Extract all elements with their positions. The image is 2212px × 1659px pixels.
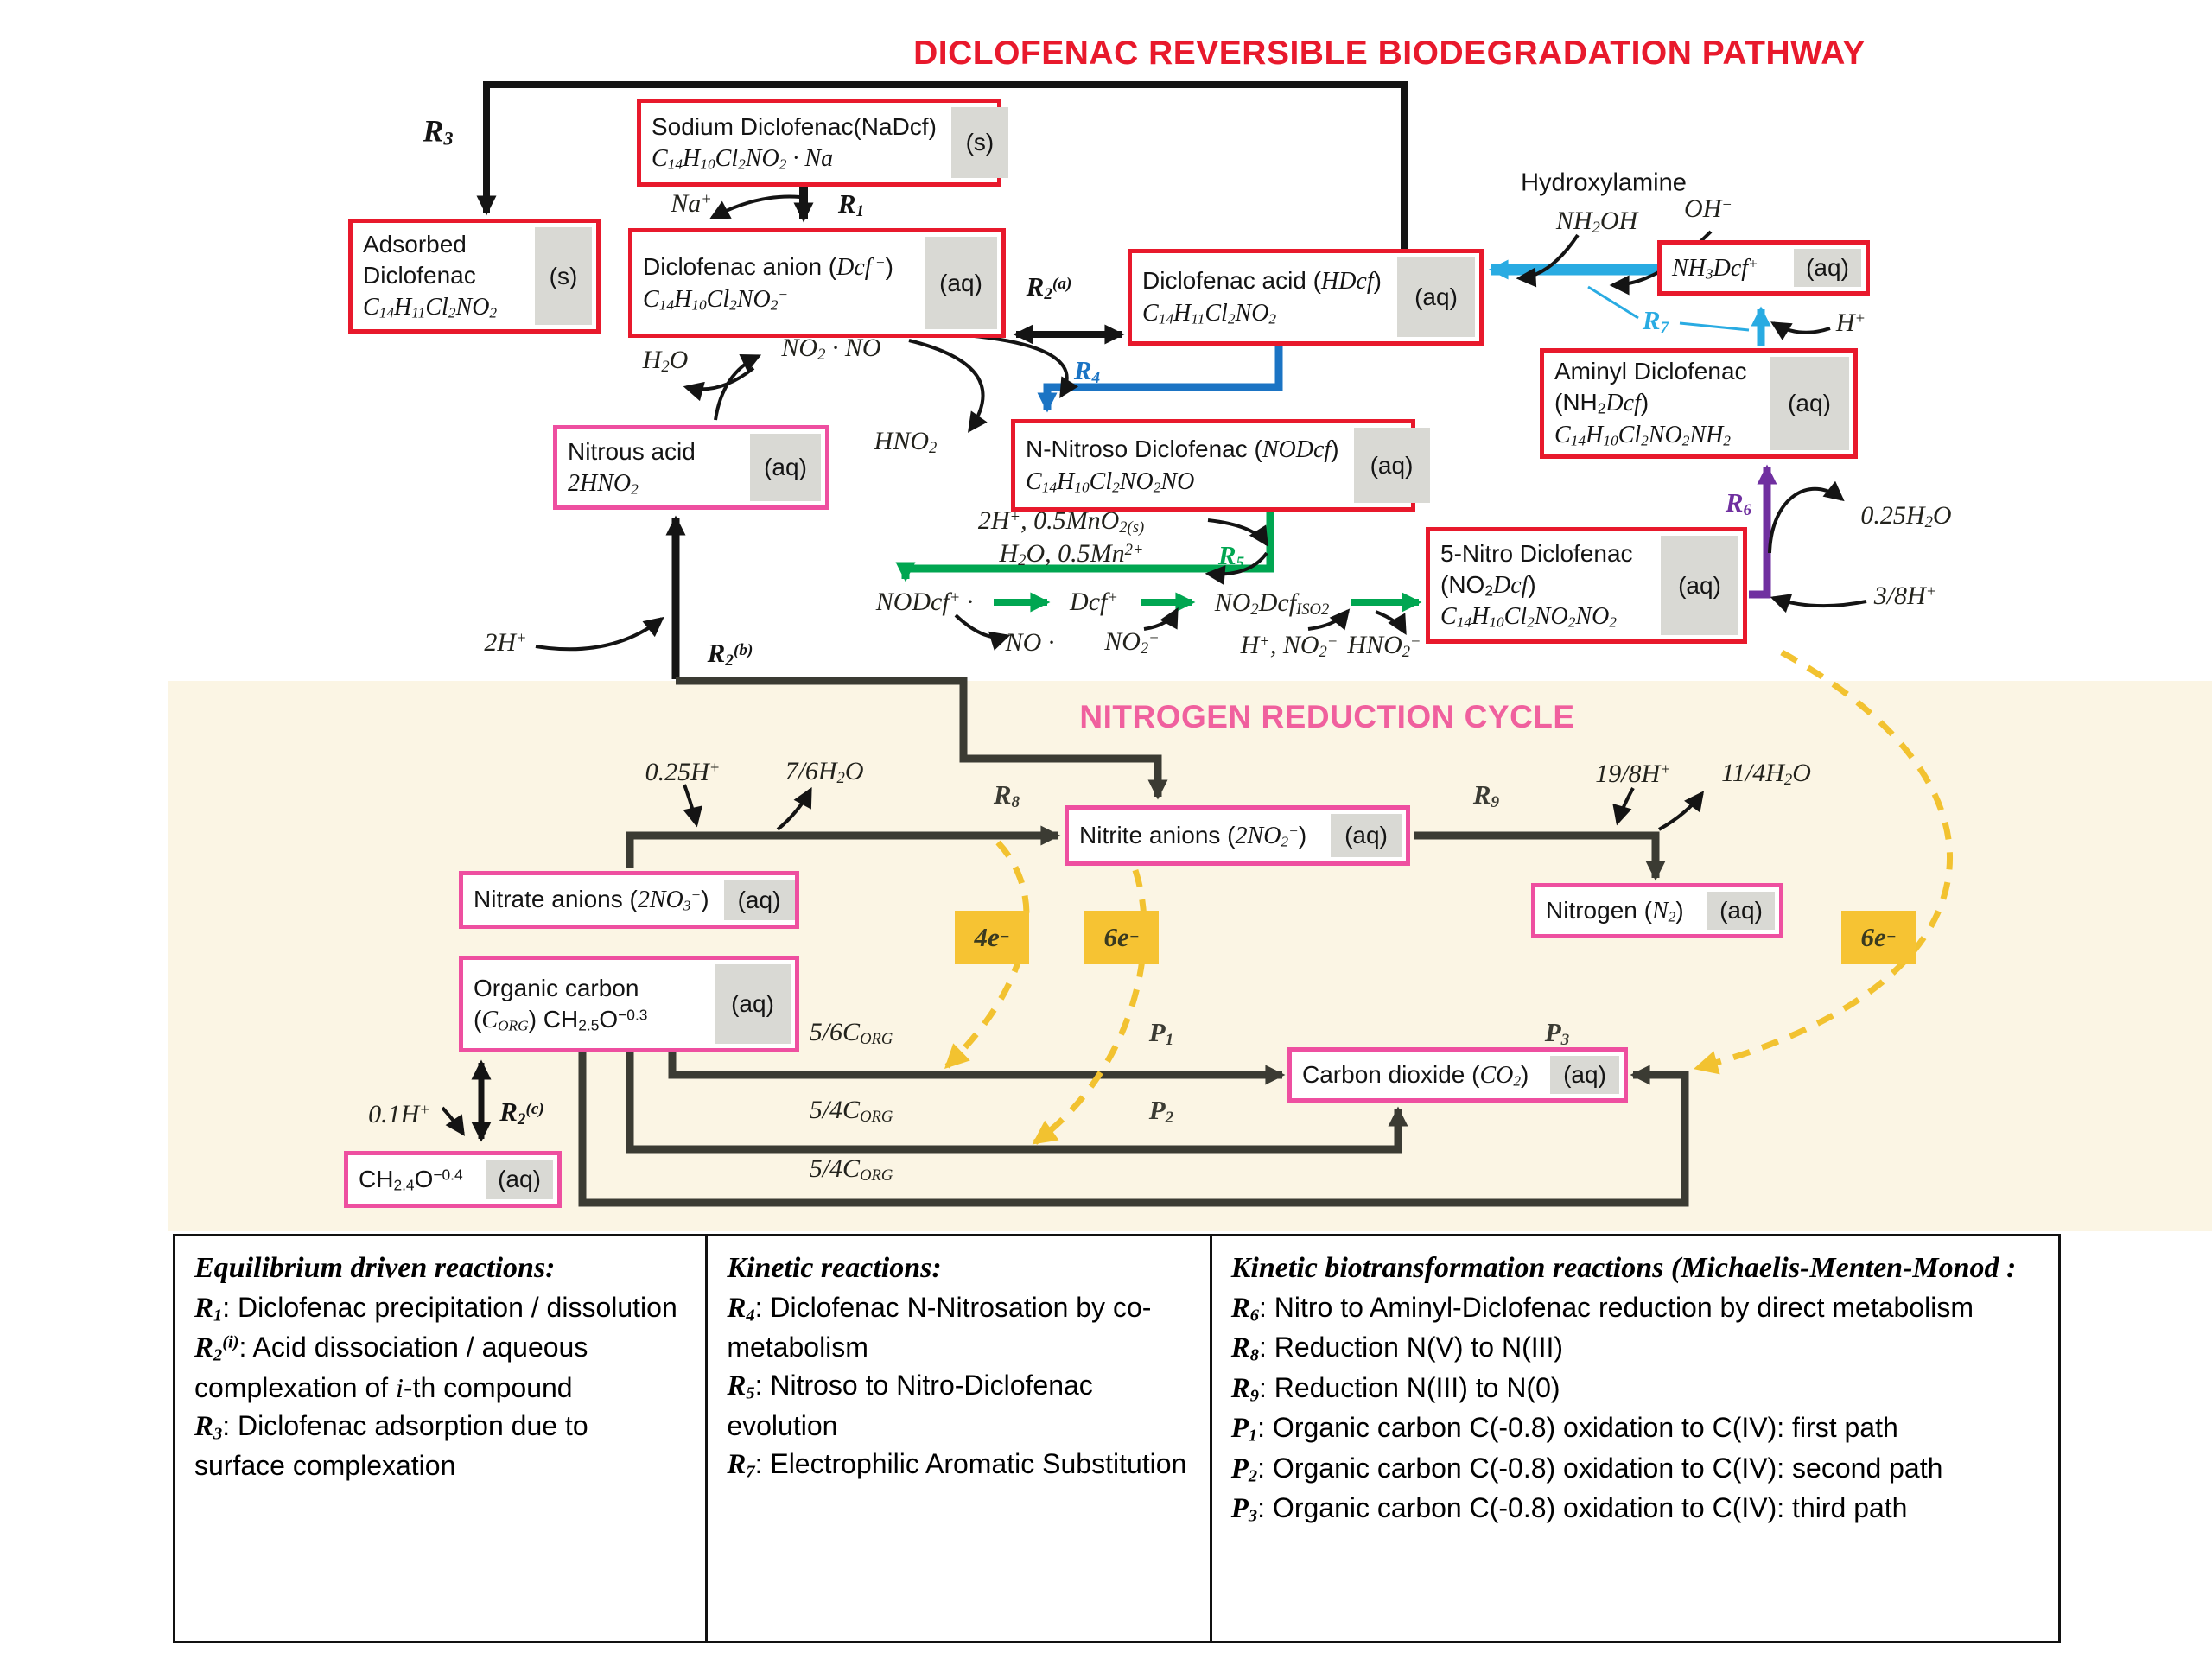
box-nitro5-line-0: 5-Nitro Diclofenac — [1440, 539, 1633, 567]
box-nitrate — [459, 871, 799, 929]
legend-col-0 — [175, 1236, 705, 1641]
phase-tag: (s) — [535, 227, 592, 325]
arrow-path-14 — [1770, 489, 1842, 553]
label-r9: $R_9$ — [1472, 779, 1500, 811]
label-h2o: $H_2O$ — [642, 346, 689, 376]
label-twoHplus: 2H+ — [484, 628, 527, 657]
legend-item-0-1: $R_2^{(i)}$: Acid dissociation / aqueous complexation of i-th compound — [194, 1332, 588, 1403]
box-nnitroso — [1011, 419, 1415, 512]
box-nitro5-line-2: $C_{14}H_{10}Cl_2NO_2NO_2$ — [1440, 603, 1617, 631]
box-nitrite-content — [1069, 810, 1326, 861]
label-nodcfplus: NODcf+ · — [875, 588, 974, 616]
box-nnitroso-line-1: $C_{14}H_{10}Cl_2NO_2NO$ — [1026, 467, 1195, 496]
box-adsorbed-content — [353, 223, 531, 329]
arrow-path-7 — [1588, 287, 1638, 318]
label-dcfplus: Dcf+ — [1070, 588, 1118, 616]
box-hdcf-content — [1132, 253, 1393, 341]
arrow-path-34 — [778, 790, 810, 830]
box-ch24-line-0: $CH_{2.4}O^{-0.4}$ — [359, 1166, 463, 1194]
legend-item-1-1: $R_5$: Nitroso to Nitro-Diclofenac evolution — [727, 1370, 1093, 1441]
box-hdcf-line-0: Diclofenac acid (HDcf) — [1142, 267, 1382, 296]
box-sodium-content — [641, 103, 947, 182]
phase-tag: (aq) — [1661, 536, 1738, 635]
legend-col-1 — [705, 1236, 1209, 1641]
electron-badge-e6a: 6e − — [1084, 911, 1159, 964]
phase-tag: (aq) — [1354, 428, 1430, 503]
label-r2c: $R_2^{(c)}$ — [499, 1096, 544, 1128]
box-anion-line-1: $C_{14}H_{10}Cl_2NO_2^-$ — [643, 285, 789, 314]
box-co2-line-0: Carbon dioxide $(CO_2)$ — [1302, 1060, 1529, 1090]
label-sevenSixth: $7/6H_2O$ — [785, 757, 864, 787]
label-mn1: 2H+, 0.5MnO$_{2(s)}$ — [977, 506, 1145, 537]
arrow-path-13 — [1773, 598, 1866, 606]
legend-item-1-2: $R_7$: Electrophilic Aromatic Substitution — [727, 1447, 1187, 1482]
box-organic-line-1: $(C_{ORG})$ $CH_{2.5}O^{-0.3}$ — [474, 1005, 648, 1034]
phase-tag: (aq) — [1707, 892, 1775, 930]
phase-tag: (aq) — [1397, 257, 1475, 337]
label-threeEighthH: 3/8H+ — [1873, 582, 1937, 610]
legend-header-1: Kinetic reactions: — [727, 1252, 942, 1284]
legend-item-0-0: $R_1$: Diclofenac precipitation / dissolution — [194, 1291, 677, 1325]
label-r4: $R_4$ — [1073, 355, 1101, 387]
label-hno2: $HNO_2$ — [874, 427, 938, 457]
box-co2 — [1287, 1047, 1628, 1103]
label-r3: $R_3$ — [423, 113, 454, 149]
arrow-path-35 — [1414, 836, 1656, 878]
box-sodium-line-1: $C_{14}H_{10}Cl_2NO_2 \cdot Na$ — [652, 144, 834, 173]
legend-item-2-0: $R_6$: Nitro to Aminyl-Diclofenac reduction by direct metabolism — [1230, 1291, 1974, 1325]
phase-tag: (aq) — [1770, 357, 1849, 450]
box-anion-content — [632, 232, 920, 334]
box-ch24 — [344, 1151, 562, 1208]
label-hplusno2: H+, $NO_2^-$ — [1240, 631, 1338, 661]
box-adsorbed-line-0: Adsorbed — [363, 231, 467, 258]
label-fiveFourtha: $5/4C_{ORG}$ — [809, 1096, 893, 1126]
phase-tag: (aq) — [925, 237, 997, 329]
legend-item-1-0: $R_4$: Diclofenac N-Nitrosation by co-metabolism — [727, 1291, 1152, 1363]
box-nnitroso-content — [1015, 423, 1350, 507]
box-sodium-line-0: Sodium Diclofenac(NaDcf) — [652, 112, 937, 140]
arrow-path-15 — [715, 356, 759, 420]
label-quarterH: 0.25H+ — [645, 758, 721, 786]
box-nitrous-content — [557, 429, 746, 505]
box-nitrous-line-0: Nitrous acid — [568, 437, 696, 465]
box-nitro5-line-1: $(NO_2Dcf)$ — [1440, 570, 1536, 600]
label-p1: $P_1$ — [1148, 1017, 1174, 1049]
arrow-path-33 — [684, 785, 696, 824]
box-sodium — [637, 99, 1001, 187]
box-hdcf — [1128, 249, 1484, 346]
box-nitrous-line-1: $2HNO_2$ — [568, 469, 639, 498]
arrow-path-29 — [1144, 610, 1177, 629]
label-ohminus: OH− — [1684, 194, 1732, 223]
page-title: DICLOFENAC REVERSIBLE BIODEGRADATION PATHWAY — [913, 35, 1866, 72]
phase-tag: (aq) — [486, 1160, 553, 1199]
label-r1: $R_1$ — [837, 188, 865, 220]
label-nodot: NO · — [1005, 628, 1055, 657]
phase-tag: (aq) — [724, 880, 795, 920]
box-nitrate-content — [463, 875, 720, 925]
box-nitrogen — [1531, 883, 1783, 938]
arrow-path-16 — [686, 368, 753, 389]
label-r7: $R_7$ — [1642, 305, 1669, 337]
label-fiveFourthb: $5/4C_{ORG}$ — [809, 1154, 893, 1185]
box-nh3dcf-content — [1662, 245, 1789, 291]
box-adsorbed — [348, 219, 601, 334]
arrow-path-28 — [956, 615, 1007, 638]
label-p2: $P_2$ — [1148, 1095, 1174, 1127]
arrow-path-20 — [536, 619, 662, 649]
arrow-path-9 — [1749, 467, 1767, 594]
box-nh3dcf-line-0: $NH_3Dcf^+$ — [1672, 254, 1758, 283]
box-adsorbed-line-1: Diclofenac — [363, 262, 476, 289]
arrow-path-8 — [1680, 323, 1749, 330]
legend-header-0: Equilibrium driven reactions: — [194, 1252, 556, 1284]
box-nnitroso-line-0: N-Nitroso Diclofenac (NODcf) — [1026, 435, 1339, 463]
legend-item-2-5: $P_3$: Organic carbon C(-0.8) oxidation to C(IV): third path — [1230, 1492, 1908, 1526]
legend-item-2-4: $P_2$: Organic carbon C(-0.8) oxidation to C(IV): second path — [1230, 1452, 1943, 1486]
label-hydroxylamine: Hydroxylamine — [1521, 168, 1687, 197]
phase-tag: (aq) — [750, 434, 821, 501]
phase-tag: (aq) — [715, 964, 791, 1044]
electron-badge-e6b: 6e − — [1841, 911, 1916, 964]
label-p3: $P_3$ — [1544, 1017, 1570, 1049]
phase-tag: (aq) — [1550, 1056, 1619, 1094]
box-organic — [459, 956, 799, 1052]
label-nh2oh: $NH_2OH$ — [1555, 207, 1638, 237]
legend-item-0-2: $R_3$: Diclofenac adsorption due to surface complexation — [194, 1409, 588, 1482]
label-no2minus: $NO_2^-$ — [1104, 627, 1160, 658]
box-co2-content — [1292, 1052, 1546, 1098]
label-no2no: $NO_2$ · NO — [781, 334, 881, 364]
phase-tag: (aq) — [1794, 249, 1861, 287]
arrow-path-10 — [1773, 323, 1830, 333]
arrow-path-44 — [1035, 842, 1144, 1142]
box-nitrite — [1065, 805, 1410, 866]
electron-badge-e4: 4e − — [955, 911, 1029, 964]
label-pointOneH: 0.1H+ — [368, 1100, 430, 1128]
legend-table — [173, 1234, 2061, 1643]
label-elevenFourth: $11/4H_2O$ — [1721, 759, 1811, 789]
box-organic-content — [463, 960, 710, 1048]
arrow-path-45 — [1697, 652, 1950, 1068]
box-nitrous — [553, 425, 830, 510]
arrow-path-2 — [712, 197, 800, 219]
box-nitrite-line-0: Nitrite anions $(2NO_2^-)$ — [1079, 821, 1307, 850]
arrow-path-32 — [630, 836, 1058, 868]
legend-item-2-2: $R_9$: Reduction N(III) to N(0) — [1230, 1371, 1560, 1406]
box-nitro5-content — [1430, 531, 1656, 639]
label-r2a: $R_2^{(a)}$ — [1026, 271, 1072, 303]
arrow-path-39 — [630, 1052, 1398, 1149]
label-r6: $R_6$ — [1725, 487, 1752, 519]
box-nitrogen-content — [1535, 887, 1703, 934]
legend-item-2-3: $P_1$: Organic carbon C(-0.8) oxidation to C(IV): first path — [1230, 1412, 1898, 1446]
label-mn2: $H_2O$, $0.5Mn^{2+}$ — [999, 539, 1144, 569]
arrow-path-31 — [1376, 612, 1405, 632]
box-nitrate-line-0: Nitrate anions $(2NO_3^-)$ — [474, 886, 709, 914]
box-anion-line-0: Diclofenac anion (Dcf −) — [643, 252, 893, 281]
label-hplus: H+ — [1835, 308, 1866, 337]
label-nineteenEighth: 19/8H+ — [1595, 760, 1671, 788]
box-aminyl-line-2: $C_{14}H_{10}Cl_2NO_2NH_2$ — [1554, 421, 1731, 449]
label-r5: $R_5$ — [1217, 540, 1245, 572]
cycle-title: NITROGEN REDUCTION CYCLE — [1079, 699, 1575, 734]
phase-tag: (s) — [951, 107, 1008, 178]
label-naplus: Na+ — [671, 189, 712, 218]
legend-col-2 — [1210, 1236, 2058, 1641]
box-aminyl — [1540, 348, 1858, 459]
box-aminyl-content — [1544, 353, 1765, 454]
arrow-path-42 — [442, 1108, 463, 1134]
label-fiveSixth: $5/6C_{ORG}$ — [809, 1018, 893, 1048]
arrow-path-37 — [1659, 793, 1702, 830]
label-no2dcf: $NO_2Dcf_{ISO2}$ — [1214, 588, 1330, 619]
box-nitro5 — [1426, 527, 1747, 644]
box-nitrogen-line-0: Nitrogen $(N_2)$ — [1546, 896, 1684, 925]
legend-header-2: Kinetic biotransformation reactions (Michaelis-Menten-Monod : — [1230, 1252, 2017, 1284]
label-r8: $R_8$ — [993, 779, 1020, 811]
label-r2b: $R_2^{(b)}$ — [707, 638, 753, 670]
box-aminyl-line-1: $(NH_2Dcf)$ — [1554, 389, 1649, 417]
arrow-path-36 — [1618, 788, 1633, 823]
arrow-path-17 — [909, 340, 983, 430]
label-hno2minus: $HNO_2^-$ — [1347, 631, 1421, 661]
box-hdcf-line-1: $C_{14}H_{11}Cl_2NO_2$ — [1142, 300, 1277, 327]
box-organic-line-0: Organic carbon — [474, 974, 639, 1001]
box-nh3dcf — [1657, 240, 1870, 296]
box-aminyl-line-0: Aminyl Diclofenac — [1554, 358, 1747, 385]
label-quarterH2O: $0.25H_2O$ — [1860, 501, 1952, 531]
legend-item-2-1: $R_8$: Reduction N(V) to N(III) — [1230, 1332, 1564, 1365]
box-ch24-content — [348, 1155, 481, 1204]
box-anion — [628, 228, 1006, 338]
box-adsorbed-line-2: $C_{14}H_{11}Cl_2NO_2$ — [363, 293, 498, 321]
phase-tag: (aq) — [1331, 814, 1402, 857]
arrow-path-38 — [672, 1052, 1282, 1075]
